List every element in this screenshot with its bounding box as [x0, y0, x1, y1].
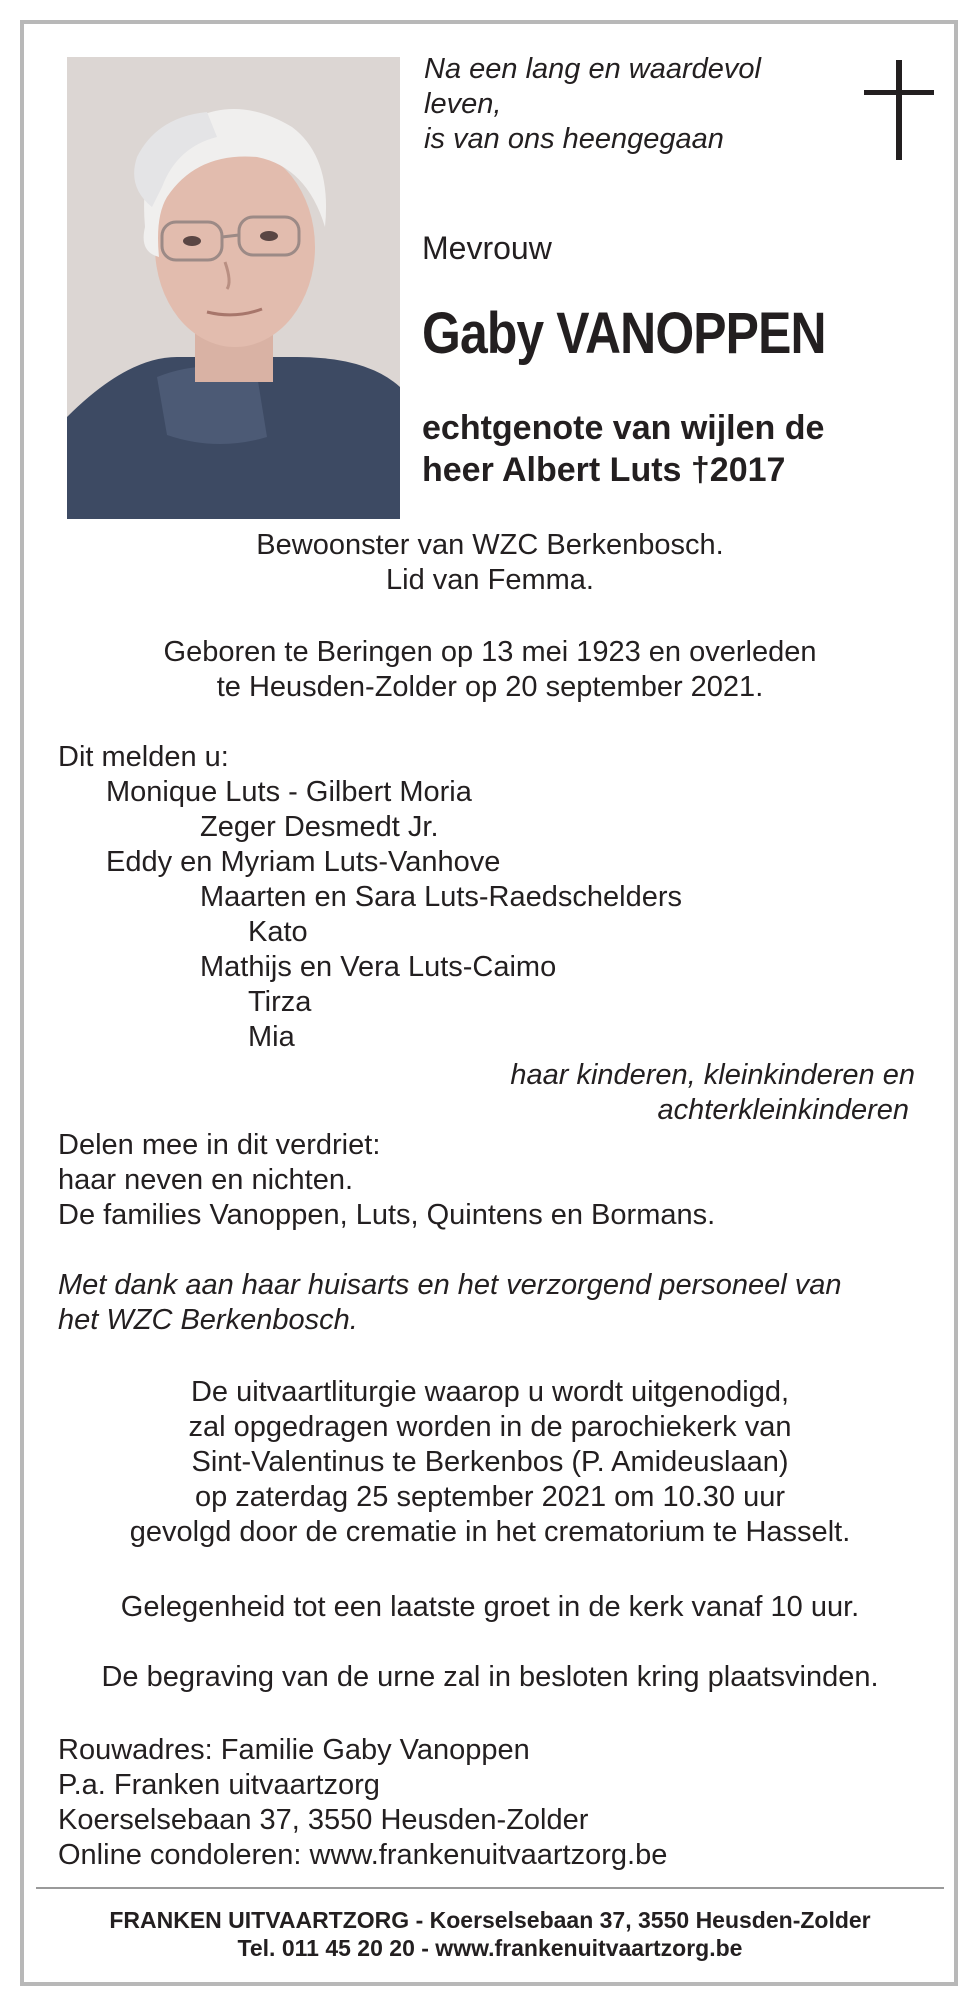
footer-line: FRANKEN UITVAARTZORG - Koerselsebaan 37, 3550 Heusden-Zolder [109, 1907, 871, 1933]
family-member: Mia [248, 1021, 295, 1053]
residence-line: Lid van Femma. [386, 564, 594, 596]
thanks-line: het WZC Berkenbosch. [58, 1304, 358, 1336]
sharing-line: haar neven en nichten. [58, 1164, 354, 1196]
deceased-name: Gaby VANOPPEN [422, 301, 826, 366]
residence-line: Bewoonster van WZC Berkenbosch. [256, 529, 724, 561]
burial-text: De begraving van de urne zal in besloten kring plaatsvinden. [101, 1661, 879, 1693]
birth-line: Geboren te Beringen op 13 mei 1923 en overleden [163, 636, 817, 668]
family-member: Eddy en Myriam Luts-Vanhove [106, 846, 501, 878]
sharing-text [58, 1128, 715, 1233]
liturgy-text [0, 1375, 980, 1550]
family-member: Tirza [248, 986, 312, 1018]
family-member: Maarten en Sara Luts-Raedschelders [200, 881, 682, 913]
liturgy-line: gevolgd door de crematie in het crematorium te Hasselt. [129, 1516, 851, 1548]
sharing-line: De families Vanoppen, Luts, Quintens en Bormans. [58, 1199, 716, 1231]
intro-line: leven, [424, 88, 502, 120]
portrait-photo [67, 57, 400, 519]
intro-text [424, 52, 761, 157]
residence-text [0, 528, 980, 598]
spouse-line: heer Albert Luts †2017 [422, 451, 786, 489]
relation-line: achterkleinkinderen [657, 1094, 909, 1126]
family-member: Kato [248, 916, 308, 948]
footer-text [0, 1906, 980, 1962]
footer-divider [36, 1887, 944, 1889]
sharing-line: Delen mee in dit verdriet: [58, 1129, 381, 1161]
cross-icon [864, 60, 934, 160]
last-greeting-text: Gelegenheid tot een laatste groet in de kerk vanaf 10 uur. [120, 1591, 860, 1623]
portrait-illustration [67, 57, 400, 519]
family-member: Zeger Desmedt Jr. [200, 811, 439, 843]
birth-line: te Heusden-Zolder op 20 september 2021. [216, 671, 764, 703]
thanks-line: Met dank aan haar huisarts en het verzorgend personeel van [58, 1269, 842, 1301]
family-relation [510, 1058, 915, 1128]
liturgy-line: op zaterdag 25 september 2021 om 10.30 uur [194, 1481, 786, 1513]
address-line: Rouwadres: Familie Gaby Vanoppen [58, 1734, 530, 1766]
address-line: P.a. Franken uitvaartzorg [58, 1769, 380, 1801]
address-block [58, 1733, 667, 1873]
liturgy-line: zal opgedragen worden in de parochiekerk van [188, 1411, 792, 1443]
honorific: Mevrouw [422, 230, 552, 266]
family-member: Mathijs en Vera Luts-Caimo [200, 951, 557, 983]
thanks-text [58, 1268, 842, 1338]
intro-line: Na een lang en waardevol [424, 53, 761, 85]
address-line: Koerselsebaan 37, 3550 Heusden-Zolder [58, 1804, 589, 1836]
liturgy-line: De uitvaartliturgie waarop u wordt uitgenodigd, [190, 1376, 790, 1408]
birth-death-text [0, 635, 980, 705]
spouse-text [422, 407, 824, 491]
footer-line: Tel. 011 45 20 20 - www.frankenuitvaartzorg.be [237, 1935, 743, 1961]
relation-line: haar kinderen, kleinkinderen en [510, 1059, 915, 1091]
family-member: Monique Luts - Gilbert Moria [106, 776, 472, 808]
address-line: Online condoleren: www.frankenuitvaartzorg.be [58, 1839, 668, 1871]
spouse-line: echtgenote van wijlen de [422, 409, 825, 447]
intro-line: is van ons heengegaan [424, 123, 724, 155]
liturgy-line: Sint-Valentinus te Berkenbos (P. Amideuslaan) [191, 1446, 789, 1478]
announcers-label: Dit melden u: [58, 741, 229, 773]
